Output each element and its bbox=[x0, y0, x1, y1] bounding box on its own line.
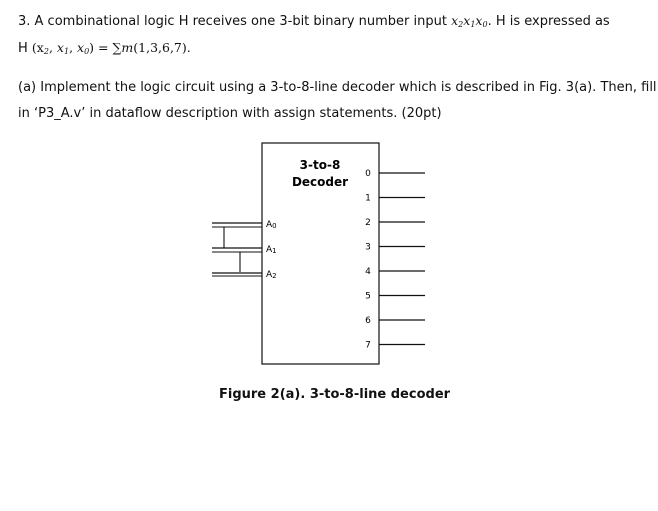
output-pin-label: 5 bbox=[365, 291, 371, 302]
output-pin-label: 2 bbox=[365, 218, 371, 228]
decoder-title-line-2: Decoder bbox=[291, 175, 349, 189]
output-pin-label: 6 bbox=[365, 316, 371, 326]
input-variables: $x_2x_1x_0$ bbox=[451, 13, 488, 29]
problem-intro-suffix: . H is expressed as bbox=[487, 14, 610, 29]
output-pin-label: 1 bbox=[365, 193, 371, 204]
input-pin-label: A0 bbox=[266, 220, 277, 230]
part-a-line-2: in ‘P3_A.v’ in dataflow description with assign statements. (20pt) bbox=[18, 106, 442, 121]
function-name: H bbox=[18, 41, 32, 56]
output-pin-label: 4 bbox=[365, 267, 371, 277]
minterm-list: (1,3,6,7) bbox=[133, 40, 187, 55]
output-pin-label: 7 bbox=[365, 340, 371, 351]
decoder-title-line-1: 3-to-8 bbox=[299, 158, 341, 172]
function-expression: ($x_2$, $x_1$, $x_0) = \sum m(1,3,6,7)$. bbox=[31, 40, 191, 56]
sum-symbol: ∑ bbox=[112, 40, 122, 55]
output-pin-label: 3 bbox=[365, 242, 371, 253]
input-pin-label: A2 bbox=[266, 270, 277, 280]
decoder-inputs bbox=[212, 211, 277, 280]
figure-caption: Figure 2(a). 3-to-8-line decoder bbox=[219, 387, 451, 402]
problem-intro-text: 3. A combinational logic H receives one 3-bit binary number input bbox=[18, 14, 452, 29]
output-pin-label: 0 bbox=[365, 169, 371, 179]
minterm-symbol: m bbox=[121, 40, 134, 55]
part-a-line-1: (a) Implement the logic circuit using a 3-to-8-line decoder which is described in Fig. 3(a). Then, fill bbox=[18, 80, 657, 95]
input-pin-label: A1 bbox=[266, 245, 277, 255]
